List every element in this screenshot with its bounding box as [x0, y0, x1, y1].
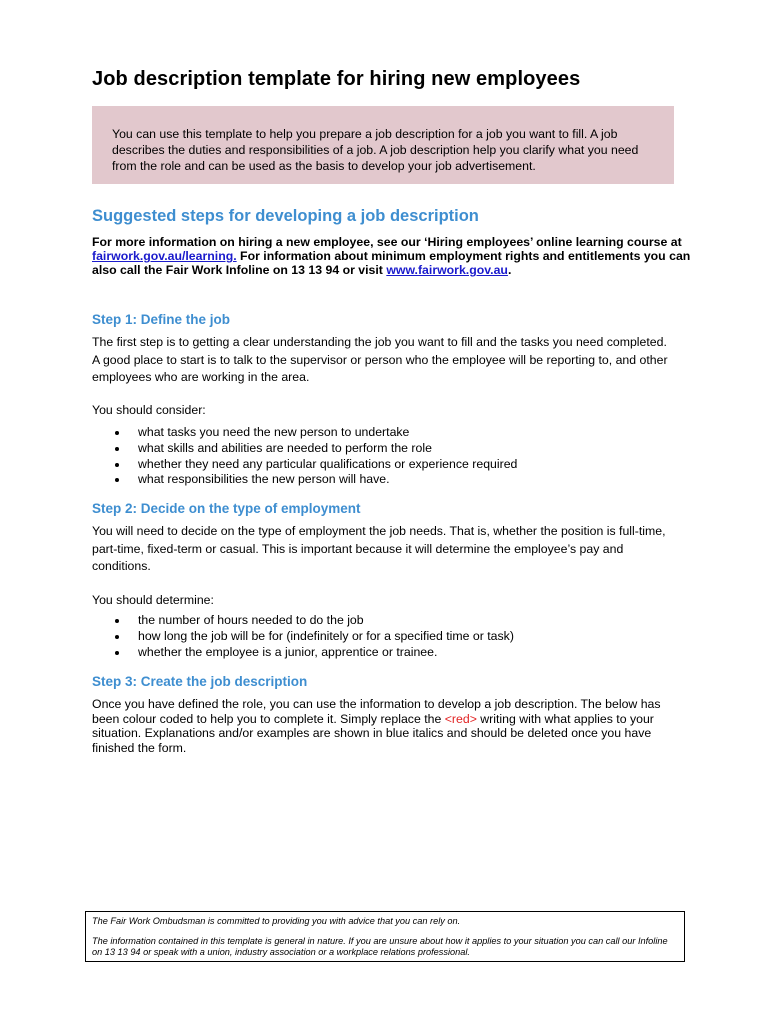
bullet-icon: [115, 651, 119, 655]
red-placeholder-tag: <red>: [444, 711, 477, 726]
intro-box: You can use this template to help you prepare a job description for a job you want to fill. A job describes the duties and responsibilities of a job. A job description help you clarify what you need from the role and can be used as the basis to develop your job advertisement.: [92, 106, 674, 184]
step2-heading: Step 2: Decide on the type of employment: [92, 501, 361, 516]
disclaimer-line-2: The information contained in this template is general in nature. If you are unsure about how it applies to your situation you can call our Infoline on 13 13 94 or speak with a union, industry association or a workplace relations professional.: [92, 936, 668, 957]
list-item: what tasks you need the new person to undertake: [92, 425, 517, 441]
list-item: what responsibilities the new person will have.: [92, 472, 517, 488]
step3-heading: Step 3: Create the job description: [92, 674, 308, 689]
step1-bullet-list: [92, 425, 517, 488]
bullet-icon: [115, 431, 119, 435]
page-title: Job description template for hiring new employees: [92, 68, 581, 90]
fairwork-link[interactable]: www.fairwork.gov.au: [386, 263, 508, 277]
step2-lead: You should determine:: [92, 593, 214, 607]
info-text-1: For more information on hiring a new employee, see our ‘Hiring employees’ online learning course at: [92, 235, 682, 249]
list-item: what skills and abilities are needed to perform the role: [92, 441, 517, 457]
info-paragraph: [92, 235, 692, 277]
step3-text-before: Once you have defined the role, you can use the information to develop a job description. The below has been colour coded to help you to complete it. Simply replace the: [92, 697, 661, 726]
learning-link[interactable]: fairwork.gov.au/learning.: [92, 249, 237, 263]
step1-lead: You should consider:: [92, 403, 206, 417]
step1-paragraph: The first step is to getting a clear understanding the job you want to fill and the tasks you need completed. A good place to start is to talk to the supervisor or person who the employee will be reporting to, and other employees who are working in the area.: [92, 335, 668, 384]
step1-heading: Step 1: Define the job: [92, 312, 231, 327]
bullet-icon: [115, 619, 119, 623]
bullet-icon: [115, 463, 119, 467]
step3-text-after: writing with what applies to your situation. Explanations and/or examples are shown in blue italics and should be deleted once you have finished the form.: [92, 711, 654, 755]
step3-paragraph: [92, 697, 677, 755]
step2-paragraph: You will need to decide on the type of employment the job needs. That is, whether the position is full-time, part-time, fixed-term or casual. This is important because it will determine the employee’s pay and conditions.: [92, 524, 666, 573]
list-item: how long the job will be for (indefinitely or for a specified time or task): [92, 629, 514, 645]
list-item: whether they need any particular qualifications or experience required: [92, 457, 517, 473]
list-item: whether the employee is a junior, apprentice or trainee.: [92, 645, 514, 661]
section-heading: Suggested steps for developing a job description: [92, 207, 479, 225]
info-text-2: For information about minimum employment rights and entitlements you can also call the Fair Work Infoline on 13 13 94 or visit: [92, 249, 691, 277]
bullet-icon: [115, 478, 119, 482]
step2-bullet-list: [92, 613, 514, 660]
disclaimer-line-1: The Fair Work Ombudsman is committed to providing you with advice that you can rely on.: [92, 916, 461, 926]
info-text-3: .: [507, 263, 512, 277]
disclaimer-box: [85, 911, 685, 962]
bullet-icon: [115, 447, 119, 451]
list-item: the number of hours needed to do the job: [92, 613, 514, 629]
bullet-icon: [115, 635, 119, 639]
